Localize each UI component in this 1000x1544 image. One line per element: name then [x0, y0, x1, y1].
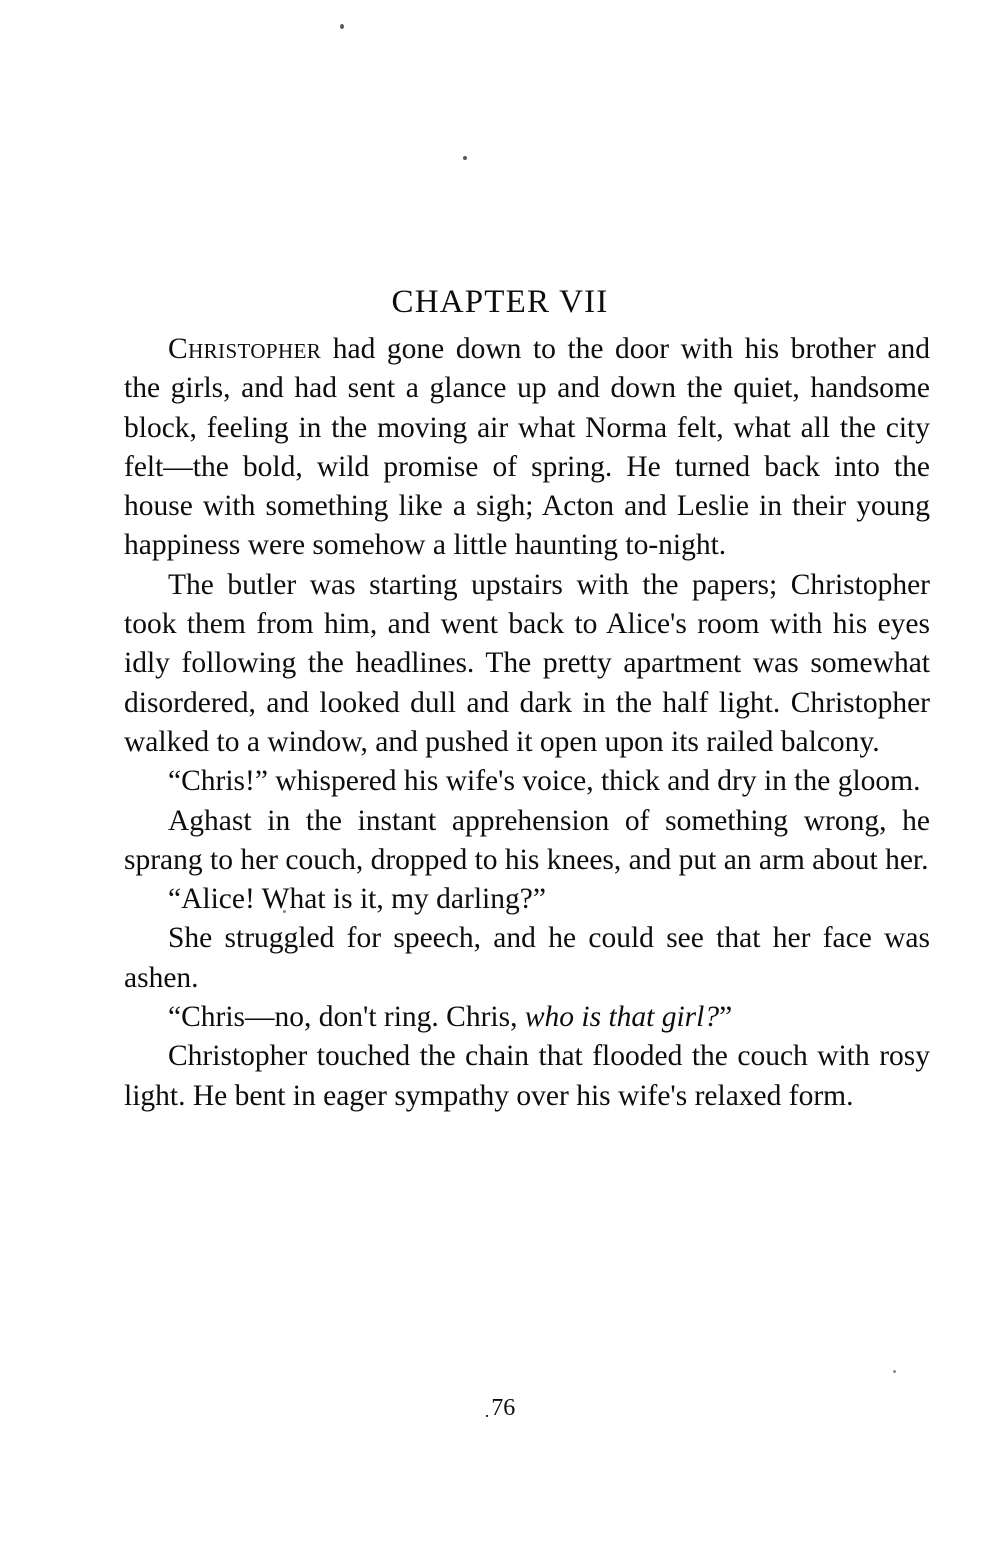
paragraph-text: The butler was starting upstairs with the papers; Christopher took them from him, and went back to Alice's room with his eyes idly following the headlines. The pretty apartment was somewhat disordered, and looked dull and dark in the half light. Christopher walked to a window, and pushed it open upon its railed balcony. — [124, 568, 930, 758]
paragraph-italic-phrase: who is that girl? — [524, 1001, 720, 1034]
paper-speck-icon — [463, 156, 467, 160]
paragraph-text: “Chris!” whispered his wife's voice, thick and dry in the gloom. — [168, 765, 921, 798]
paragraph-text: Aghast in the instant apprehension of something wrong, he sprang to her couch, dropped to his knees, and put an arm about her. — [124, 804, 930, 876]
paragraph — [124, 998, 930, 1037]
paragraph-text-after: ” — [719, 1001, 733, 1034]
page-number-mark: . — [484, 1401, 490, 1421]
chapter-heading: CHAPTER VII — [391, 284, 609, 321]
page-number — [0, 1395, 1000, 1422]
paragraph — [124, 762, 930, 801]
paragraph-lead-smallcaps: Christopher — [168, 333, 322, 365]
page-number-value: 76 — [491, 1395, 516, 1421]
paragraph-text: had gone down to the door with his brother and the girls, and had sent a glance up and down the quiet, handsome block, feeling in the moving air what Norma felt, what all the city felt—the bold, wild promise of spring. He turned back into the house with something like a sigh; Acton and Leslie in their young happiness were somehow a little haunting to-night. — [124, 333, 930, 562]
paragraph — [124, 880, 930, 919]
paragraph — [124, 330, 930, 566]
body-text — [124, 330, 930, 1116]
paragraph-text: “Chris—no, don't ring. Chris, — [168, 1001, 525, 1034]
paper-speck-icon — [893, 1370, 896, 1373]
paragraph — [124, 566, 930, 762]
paragraph — [124, 1037, 930, 1116]
paragraph — [124, 802, 930, 881]
paragraph-text: Christopher touched the chain that flooded the couch with rosy light. He bent in eager sympathy over his wife's relaxed form. — [124, 1040, 930, 1112]
paragraph-text: She struggled for speech, and he could see that her face was ashen. — [124, 922, 930, 994]
paper-speck-icon — [340, 24, 344, 29]
paragraph — [124, 919, 930, 998]
paragraph-text: “Alice! What is it, my darling?” — [168, 883, 546, 916]
